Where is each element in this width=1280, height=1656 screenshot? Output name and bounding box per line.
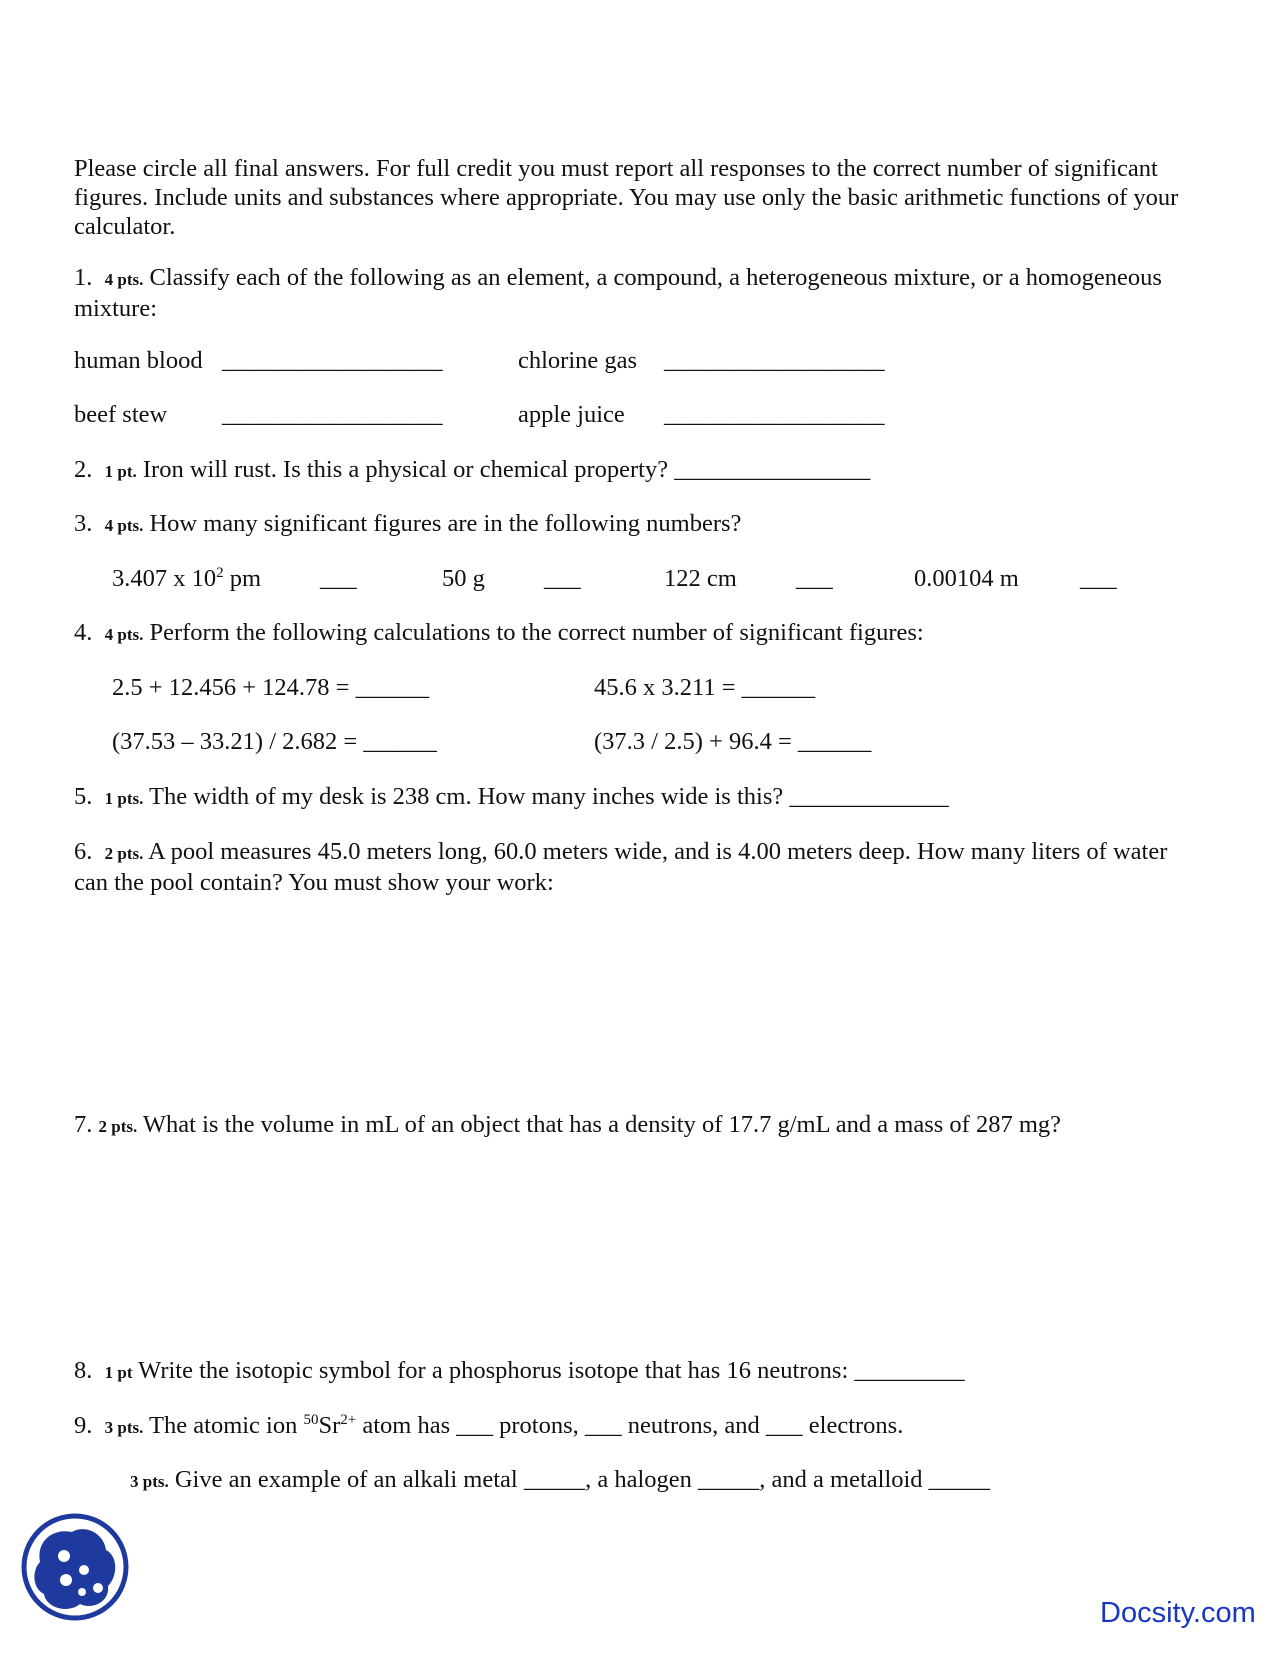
question-10 [130, 1465, 990, 1496]
question-3 [74, 509, 741, 540]
question-4 [74, 618, 924, 649]
answer-blank[interactable]: ___ [320, 565, 357, 592]
question-text: Give an example of an alkali metal _____, a halogen _____, and a metalloid _____ [168, 1466, 990, 1493]
item-label: human blood [74, 347, 203, 374]
item-label: beef stew [74, 401, 168, 428]
question-text: The width of my desk is 238 cm. How many inches wide is this? _____________ [143, 783, 949, 810]
question-text: atom has ___ protons, ___ neutrons, and ___ electrons. [356, 1412, 904, 1439]
answer-blank[interactable]: __________________ [222, 347, 443, 374]
question-text: Write the isotopic symbol for a phosphorus isotope that has 16 neutrons: _________ [132, 1357, 965, 1384]
points-label: 4 pts. [104, 270, 144, 289]
question-number: 9. [74, 1412, 93, 1439]
question-number: 4. [74, 619, 93, 646]
answer-blank[interactable]: __________________ [222, 401, 443, 428]
points-label: 3 pts. [130, 1472, 169, 1491]
points-label: 3 pts. [104, 1418, 144, 1437]
item-label: apple juice [518, 401, 625, 428]
points-label: 4 pts. [104, 625, 144, 644]
question-8 [74, 1356, 965, 1387]
calculation[interactable]: (37.53 – 33.21) / 2.682 = ______ [112, 728, 437, 755]
docsity-logo-icon [20, 1512, 130, 1622]
question-text: How many significant figures are in the following numbers? [143, 510, 742, 537]
calculation[interactable]: 2.5 + 12.456 + 124.78 = ______ [112, 674, 430, 701]
question-5 [74, 782, 949, 813]
answer-blank[interactable]: __________________ [664, 401, 885, 428]
points-label: 1 pt [104, 1363, 133, 1382]
item-label: chlorine gas [518, 347, 638, 374]
points-label: 1 pt. [104, 462, 137, 481]
number-4: 0.00104 m [914, 565, 1019, 592]
ion-charge: 2+ [340, 1412, 357, 1428]
points-label: 1 pts. [104, 789, 144, 808]
question-text: Perform the following calculations to the correct number of significant figures: [143, 619, 924, 646]
question-number: 3. [74, 510, 93, 537]
number-1: 3.407 x $10^2$ pm [112, 565, 262, 592]
question-text: What is the volume in mL of an object that has a density of 17.7 g/mL and a mass of 287 mg? [137, 1111, 1062, 1138]
calculation[interactable]: 45.6 x 3.211 = ______ [594, 674, 816, 701]
number-3: 122 cm [664, 565, 737, 592]
question-number: 1. [74, 264, 93, 291]
question-text: A pool measures 45.0 meters long, 60.0 meters wide, and is 4.00 meters deep. How many liters of water can the pool contain? You must show your work: [74, 838, 1168, 896]
question-number: 6. [74, 838, 93, 865]
calculation[interactable]: (37.3 / 2.5) + 96.4 = ______ [594, 728, 872, 755]
exponent: 2 [216, 565, 224, 581]
question-1 [74, 263, 1199, 323]
question-number: 2. [74, 456, 93, 483]
mass-number: 50 [303, 1412, 319, 1428]
number-2: 50 g [442, 565, 485, 592]
points-label: 2 pts. [104, 844, 144, 863]
answer-blank[interactable]: __________________ [664, 347, 885, 374]
answer-blank[interactable]: ___ [544, 565, 581, 592]
question-6 [74, 837, 1199, 897]
instructions: Please circle all final answers. For full credit you must report all responses to the correct number of significant figures. Include units and substances where appropriate. You may use only the basic arithmetic functions of your calculator. [74, 155, 1179, 240]
question-text: Iron will rust. Is this a physical or chemical property? ________________ [136, 456, 871, 483]
question-9 [74, 1411, 903, 1442]
question-number: 5. [74, 783, 93, 810]
question-number: 7. [74, 1111, 93, 1138]
answer-blank[interactable]: ___ [1080, 565, 1117, 592]
question-7 [74, 1110, 1061, 1141]
docsity-watermark[interactable]: Docsity.com [1100, 1597, 1256, 1629]
points-label: 4 pts. [104, 516, 144, 535]
question-text: Classify each of the following as an element, a compound, a heterogeneous mixture, or a homogeneous mixture: [74, 264, 1162, 322]
answer-blank[interactable]: ___ [796, 565, 833, 592]
points-label: 2 pts. [98, 1117, 138, 1136]
question-number: 8. [74, 1357, 93, 1384]
question-text: The atomic ion [143, 1412, 304, 1439]
element-symbol: Sr [318, 1412, 341, 1439]
question-2 [74, 455, 870, 486]
